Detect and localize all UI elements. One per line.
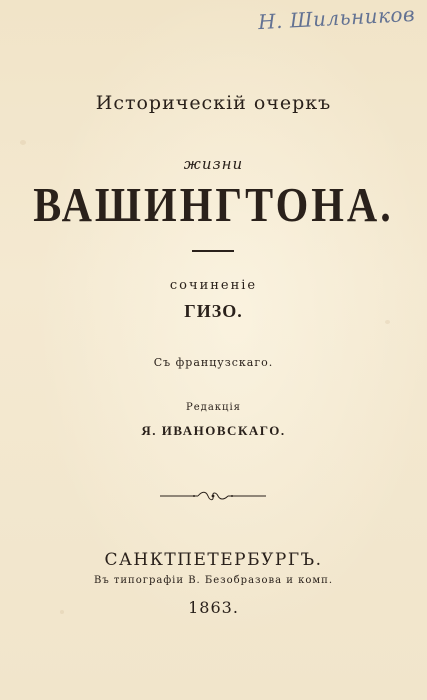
- paper-stain: [20, 140, 26, 145]
- author-name: ГИЗО.: [184, 301, 243, 321]
- editor-name: Я. ИВАНОВСКАГО.: [141, 423, 286, 438]
- imprint-city: САНКТПЕТЕРБУРГЪ.: [104, 550, 323, 570]
- title-line-1: Историческій очеркъ: [95, 92, 332, 114]
- ornament-divider: [158, 489, 268, 503]
- imprint-year: 1863.: [188, 598, 239, 617]
- imprint-press: Въ типографіи В. Безобразова и комп.: [93, 575, 334, 586]
- translation-note: Съ французскаго.: [153, 356, 274, 369]
- title-divider: [192, 250, 234, 252]
- editor-label: Редакція: [186, 402, 241, 413]
- work-label: сочиненіе: [169, 278, 258, 293]
- handwritten-signature: Н. Шильников: [257, 1, 416, 35]
- title-main: ВАШИНГТОНА.: [33, 179, 394, 233]
- title-line-2: жизни: [183, 155, 244, 173]
